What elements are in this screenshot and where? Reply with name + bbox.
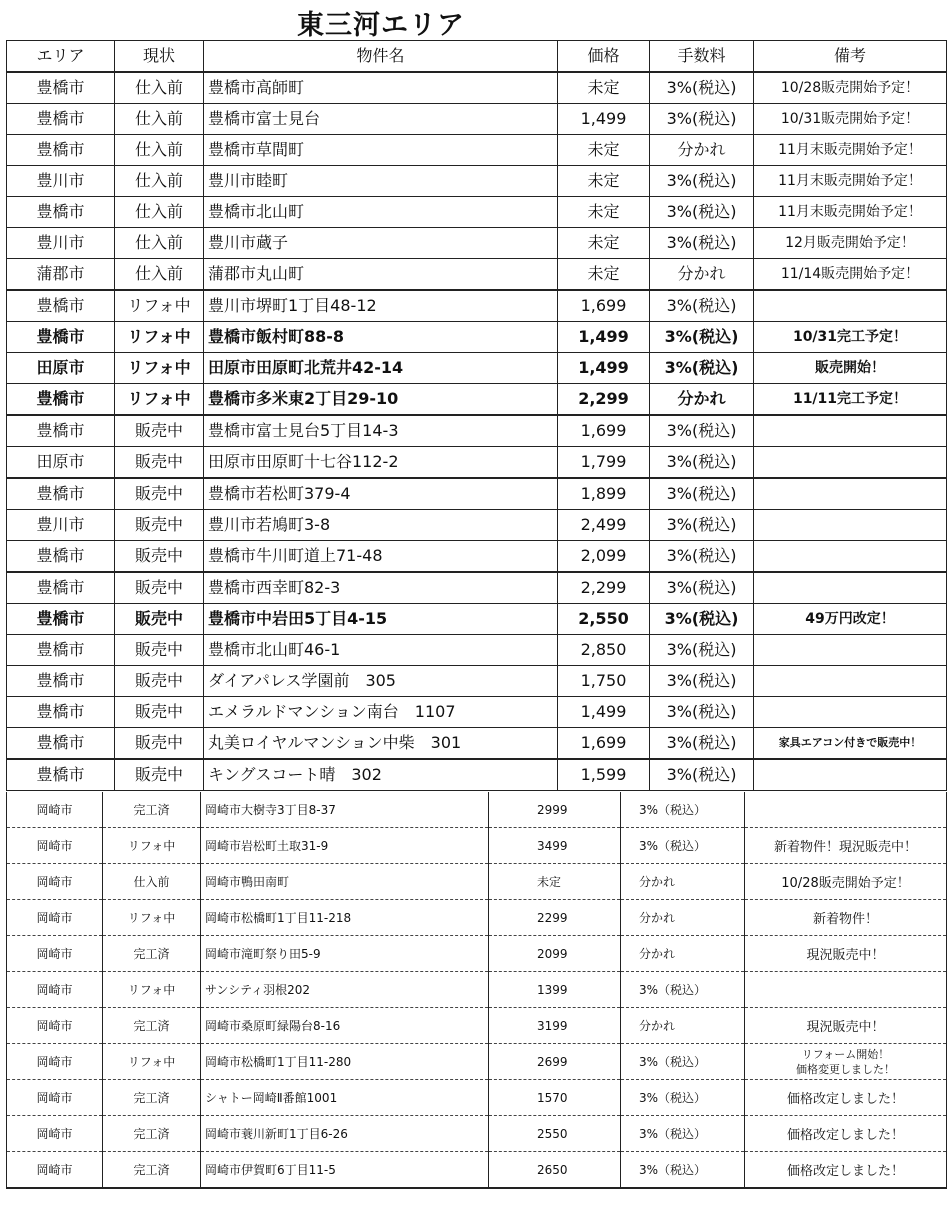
area-cell: 豊橋市	[7, 635, 115, 666]
status-cell: 完工済	[103, 1080, 201, 1116]
property-name-cell: 豊橋市北山町	[204, 197, 558, 228]
fee-cell: 3%(税込)	[650, 604, 754, 635]
note-cell	[754, 635, 947, 666]
status-cell: 仕入前	[115, 104, 204, 135]
property-name-cell: 岡崎市岩松町土取31-9	[201, 828, 489, 864]
price-cell: 3199	[489, 1008, 621, 1044]
table-row	[7, 604, 947, 635]
note-cell: 11月末販売開始予定！	[754, 135, 947, 166]
property-name-cell: 岡崎市大樹寺3丁目8-37	[201, 792, 489, 828]
price-cell: 未定	[558, 135, 650, 166]
fee-cell: 分かれ	[650, 384, 754, 416]
note-line: 価格改定しました！	[786, 1092, 904, 1107]
table-row	[7, 1044, 947, 1080]
area-cell: 岡崎市	[7, 792, 103, 828]
status-cell: リフォ中	[115, 384, 204, 416]
status-cell: 販売中	[115, 415, 204, 447]
price-cell: 未定	[558, 228, 650, 259]
price-cell: 2,850	[558, 635, 650, 666]
property-name-cell: 豊橋市西幸町82-3	[204, 572, 558, 604]
price-cell: 1,699	[558, 728, 650, 760]
table-row	[7, 728, 947, 760]
status-cell: 仕入前	[115, 228, 204, 259]
area-cell: 岡崎市	[7, 900, 103, 936]
table-row	[7, 478, 947, 510]
note-line: 価格改定しました！	[786, 1128, 904, 1143]
area-cell: 豊橋市	[7, 72, 115, 104]
note-cell	[754, 290, 947, 322]
price-cell: 未定	[558, 72, 650, 104]
note-cell	[754, 447, 947, 479]
price-cell: 1,899	[558, 478, 650, 510]
area-cell: 豊橋市	[7, 759, 115, 791]
table-row	[7, 697, 947, 728]
note-cell	[745, 900, 947, 936]
area-cell: 岡崎市	[7, 1116, 103, 1152]
status-cell: 仕入前	[115, 135, 204, 166]
area-cell: 岡崎市	[7, 1008, 103, 1044]
status-cell: リフォ中	[103, 828, 201, 864]
area-cell: 岡崎市	[7, 1044, 103, 1080]
table-row	[7, 666, 947, 697]
status-cell: 完工済	[103, 1116, 201, 1152]
area-cell: 豊橋市	[7, 541, 115, 573]
table-row	[7, 447, 947, 479]
note-cell: 10/31完工予定！	[754, 322, 947, 353]
property-name-cell: 蒲郡市丸山町	[204, 259, 558, 291]
note-cell	[754, 415, 947, 447]
status-cell: 販売中	[115, 541, 204, 573]
table-row	[7, 104, 947, 135]
fee-cell: 3%(税込)	[650, 666, 754, 697]
fee-cell: 3%(税込)	[650, 322, 754, 353]
property-name-cell: 豊橋市飯村町88-8	[204, 322, 558, 353]
price-cell: 1,499	[558, 697, 650, 728]
property-name-cell: シャトー岡崎Ⅱ番館1001	[201, 1080, 489, 1116]
status-cell: 販売中	[115, 510, 204, 541]
note-cell: 11月末販売開始予定！	[754, 197, 947, 228]
table-row	[7, 936, 947, 972]
status-cell: 完工済	[103, 936, 201, 972]
fee-cell: 3%(税込)	[650, 104, 754, 135]
fee-cell: 分かれ	[650, 259, 754, 291]
status-cell: 完工済	[103, 1152, 201, 1189]
property-name-cell: 岡崎市松橋町1丁目11-280	[201, 1044, 489, 1080]
table-row	[7, 864, 947, 900]
note-cell	[754, 759, 947, 791]
table-row	[7, 290, 947, 322]
table-row	[7, 72, 947, 104]
fee-cell: 3%(税込)	[650, 166, 754, 197]
note-cell	[754, 697, 947, 728]
table-row	[7, 1008, 947, 1044]
note-line: 現況販売中！	[806, 948, 885, 963]
price-cell: 2,299	[558, 384, 650, 416]
area-cell: 豊川市	[7, 510, 115, 541]
note-cell	[754, 541, 947, 573]
fee-cell: 3%(税込)	[650, 197, 754, 228]
fee-cell: 3%（税込）	[621, 1116, 745, 1152]
area-cell: 豊橋市	[7, 697, 115, 728]
okazaki-table	[6, 792, 947, 1189]
note-line: 新着物件！	[812, 912, 878, 927]
table-row	[7, 322, 947, 353]
property-name-cell: 岡崎市鴨田南町	[201, 864, 489, 900]
fee-cell: 3%(税込)	[650, 572, 754, 604]
area-cell: 岡崎市	[7, 972, 103, 1008]
status-cell: リフォ中	[103, 972, 201, 1008]
note-cell	[745, 792, 947, 828]
price-cell: 未定	[558, 197, 650, 228]
fee-cell: 3%（税込）	[621, 1044, 745, 1080]
property-name-cell: 岡崎市伊賀町6丁目11-5	[201, 1152, 489, 1189]
fee-cell: 分かれ	[621, 936, 745, 972]
table-row	[7, 541, 947, 573]
property-name-cell: 田原市田原町北荒井42-14	[204, 353, 558, 384]
status-cell: 販売中	[115, 697, 204, 728]
fee-cell: 3%(税込)	[650, 447, 754, 479]
table-row	[7, 166, 947, 197]
note-cell	[745, 936, 947, 972]
property-name-cell: 豊橋市富士見台	[204, 104, 558, 135]
note-line: 価格改定しました！	[786, 1164, 904, 1179]
note-line: 10/28販売開始予定！	[781, 876, 910, 891]
header-area: エリア	[7, 41, 115, 73]
note-cell: 10/28販売開始予定！	[754, 72, 947, 104]
fee-cell: 3%(税込)	[650, 415, 754, 447]
status-cell: 販売中	[115, 604, 204, 635]
fee-cell: 3%(税込)	[650, 72, 754, 104]
table-row	[7, 828, 947, 864]
property-name-cell: 田原市田原町十七谷112-2	[204, 447, 558, 479]
price-cell: 1,499	[558, 104, 650, 135]
status-cell: 仕入前	[115, 197, 204, 228]
area-cell: 豊橋市	[7, 415, 115, 447]
fee-cell: 分かれ	[621, 900, 745, 936]
note-cell: 家具エアコン付きで販売中！	[754, 728, 947, 760]
price-cell: 未定	[558, 259, 650, 291]
status-cell: 販売中	[115, 759, 204, 791]
note-line: 新着物件！現況販売中！	[773, 840, 917, 855]
fee-cell: 3%(税込)	[650, 353, 754, 384]
area-cell: 岡崎市	[7, 1152, 103, 1189]
fee-cell: 3%（税込）	[621, 972, 745, 1008]
status-cell: 仕入前	[115, 166, 204, 197]
header-fee: 手数料	[650, 41, 754, 73]
status-cell: 販売中	[115, 666, 204, 697]
fee-cell: 3%(税込)	[650, 697, 754, 728]
price-cell: 1,750	[558, 666, 650, 697]
note-cell	[754, 478, 947, 510]
fee-cell: 3%(税込)	[650, 228, 754, 259]
price-cell: 2650	[489, 1152, 621, 1189]
note-cell: 11/14販売開始予定！	[754, 259, 947, 291]
property-name-cell: 豊川市堺町1丁目48-12	[204, 290, 558, 322]
fee-cell: 3%（税込）	[621, 792, 745, 828]
property-name-cell: 豊橋市北山町46-1	[204, 635, 558, 666]
header-price: 価格	[558, 41, 650, 73]
note-cell	[745, 972, 947, 1008]
property-name-cell: ダイアパレス学園前 305	[204, 666, 558, 697]
header-status: 現状	[115, 41, 204, 73]
price-cell: 2999	[489, 792, 621, 828]
note-cell	[745, 1044, 947, 1080]
property-name-cell: 豊橋市富士見台5丁目14-3	[204, 415, 558, 447]
property-name-cell: キングスコート晴 302	[204, 759, 558, 791]
status-cell: 販売中	[115, 635, 204, 666]
area-cell: 豊橋市	[7, 728, 115, 760]
header-row	[7, 41, 947, 73]
status-cell: 販売中	[115, 478, 204, 510]
table-row	[7, 1152, 947, 1189]
area-cell: 豊川市	[7, 228, 115, 259]
price-cell: 1,799	[558, 447, 650, 479]
table-row	[7, 228, 947, 259]
status-cell: リフォ中	[115, 353, 204, 384]
note-cell: 11月末販売開始予定！	[754, 166, 947, 197]
fee-cell: 3%（税込）	[621, 828, 745, 864]
area-cell: 豊橋市	[7, 604, 115, 635]
price-cell: 2,550	[558, 604, 650, 635]
status-cell: リフォ中	[115, 322, 204, 353]
property-name-cell: 豊橋市草間町	[204, 135, 558, 166]
area-cell: 豊橋市	[7, 572, 115, 604]
fee-cell: 分かれ	[621, 864, 745, 900]
property-name-cell: 豊橋市若松町379-4	[204, 478, 558, 510]
area-cell: 岡崎市	[7, 1080, 103, 1116]
table-row	[7, 259, 947, 291]
header-notes: 備考	[754, 41, 947, 73]
note-cell	[754, 666, 947, 697]
property-name-cell: 豊川市蔵子	[204, 228, 558, 259]
price-cell: 1,699	[558, 415, 650, 447]
fee-cell: 3%(税込)	[650, 510, 754, 541]
status-cell: 販売中	[115, 728, 204, 760]
property-name-cell: 豊川市若鳩町3-8	[204, 510, 558, 541]
property-name-cell: 丸美ロイヤルマンション中柴 301	[204, 728, 558, 760]
table-row	[7, 135, 947, 166]
note-cell	[745, 1116, 947, 1152]
fee-cell: 3%（税込）	[621, 1080, 745, 1116]
status-cell: 完工済	[103, 1008, 201, 1044]
table-row	[7, 635, 947, 666]
property-name-cell: エメラルドマンション南台 1107	[204, 697, 558, 728]
fee-cell: 3%（税込）	[621, 1152, 745, 1189]
table-row	[7, 197, 947, 228]
fee-cell: 3%(税込)	[650, 759, 754, 791]
fee-cell: 3%(税込)	[650, 478, 754, 510]
area-cell: 豊橋市	[7, 322, 115, 353]
status-cell: リフォ中	[103, 1044, 201, 1080]
property-name-cell: 岡崎市桑原町緑陽台8-16	[201, 1008, 489, 1044]
note-cell: 49万円改定！	[754, 604, 947, 635]
price-cell: 2,099	[558, 541, 650, 573]
property-name-cell: 岡崎市松橋町1丁目11-218	[201, 900, 489, 936]
area-cell: 豊川市	[7, 166, 115, 197]
price-cell: 1570	[489, 1080, 621, 1116]
area-cell: 豊橋市	[7, 290, 115, 322]
price-cell: 2,299	[558, 572, 650, 604]
note-line: リフォーム開始！	[801, 1047, 890, 1061]
property-name-cell: サンシティ羽根202	[201, 972, 489, 1008]
table-row	[7, 792, 947, 828]
note-line: 現況販売中！	[806, 1020, 885, 1035]
status-cell: 仕入前	[103, 864, 201, 900]
table-row	[7, 1080, 947, 1116]
property-name-cell: 豊橋市多米東2丁目29-10	[204, 384, 558, 416]
table-row	[7, 1116, 947, 1152]
property-name-cell: 豊橋市中岩田5丁目4-15	[204, 604, 558, 635]
area-cell: 田原市	[7, 353, 115, 384]
fee-cell: 分かれ	[621, 1008, 745, 1044]
price-cell: 2,499	[558, 510, 650, 541]
area-cell: 豊橋市	[7, 478, 115, 510]
price-cell: 1,599	[558, 759, 650, 791]
area-cell: 岡崎市	[7, 864, 103, 900]
page-title: 東三河エリア	[297, 10, 465, 41]
property-name-cell: 岡崎市滝町祭り田5-9	[201, 936, 489, 972]
note-cell	[745, 828, 947, 864]
status-cell: 仕入前	[115, 259, 204, 291]
table-row	[7, 384, 947, 416]
note-cell	[754, 510, 947, 541]
table-row	[7, 572, 947, 604]
price-cell: 2699	[489, 1044, 621, 1080]
property-name-cell: 豊橋市高師町	[204, 72, 558, 104]
note-cell: 12月販売開始予定！	[754, 228, 947, 259]
area-cell: 豊橋市	[7, 666, 115, 697]
price-cell: 3499	[489, 828, 621, 864]
note-cell	[745, 1008, 947, 1044]
area-cell: 岡崎市	[7, 936, 103, 972]
note-line-2: 価格変更しました！	[796, 1062, 895, 1076]
note-cell	[745, 864, 947, 900]
east-mikawa-table	[6, 40, 947, 791]
area-cell: 豊橋市	[7, 197, 115, 228]
table-row	[7, 510, 947, 541]
note-cell	[745, 1152, 947, 1189]
price-cell: 未定	[558, 166, 650, 197]
area-cell: 豊橋市	[7, 384, 115, 416]
fee-cell: 3%(税込)	[650, 635, 754, 666]
fee-cell: 分かれ	[650, 135, 754, 166]
note-cell: 10/31販売開始予定！	[754, 104, 947, 135]
price-cell: 1,699	[558, 290, 650, 322]
price-cell: 2099	[489, 936, 621, 972]
status-cell: 販売中	[115, 572, 204, 604]
area-cell: 田原市	[7, 447, 115, 479]
note-cell: 11/11完工予定！	[754, 384, 947, 416]
fee-cell: 3%(税込)	[650, 541, 754, 573]
status-cell: リフォ中	[103, 900, 201, 936]
table-row	[7, 759, 947, 791]
table-row	[7, 353, 947, 384]
fee-cell: 3%(税込)	[650, 728, 754, 760]
property-name-cell: 岡崎市蓑川新町1丁目6-26	[201, 1116, 489, 1152]
property-name-cell: 豊橋市牛川町道上71-48	[204, 541, 558, 573]
note-cell: 販売開始！	[754, 353, 947, 384]
fee-cell: 3%(税込)	[650, 290, 754, 322]
status-cell: リフォ中	[115, 290, 204, 322]
area-cell: 岡崎市	[7, 828, 103, 864]
status-cell: 完工済	[103, 792, 201, 828]
area-cell: 豊橋市	[7, 135, 115, 166]
price-cell: 未定	[489, 864, 621, 900]
note-cell	[745, 1080, 947, 1116]
table-row	[7, 972, 947, 1008]
property-name-cell: 豊川市睦町	[204, 166, 558, 197]
price-cell: 2299	[489, 900, 621, 936]
status-cell: 販売中	[115, 447, 204, 479]
price-cell: 1399	[489, 972, 621, 1008]
price-cell: 1,499	[558, 353, 650, 384]
area-cell: 豊橋市	[7, 104, 115, 135]
table-row	[7, 415, 947, 447]
status-cell: 仕入前	[115, 72, 204, 104]
price-cell: 1,499	[558, 322, 650, 353]
note-cell	[754, 572, 947, 604]
header-property-name: 物件名	[204, 41, 558, 73]
table-row	[7, 900, 947, 936]
price-cell: 2550	[489, 1116, 621, 1152]
area-cell: 蒲郡市	[7, 259, 115, 291]
